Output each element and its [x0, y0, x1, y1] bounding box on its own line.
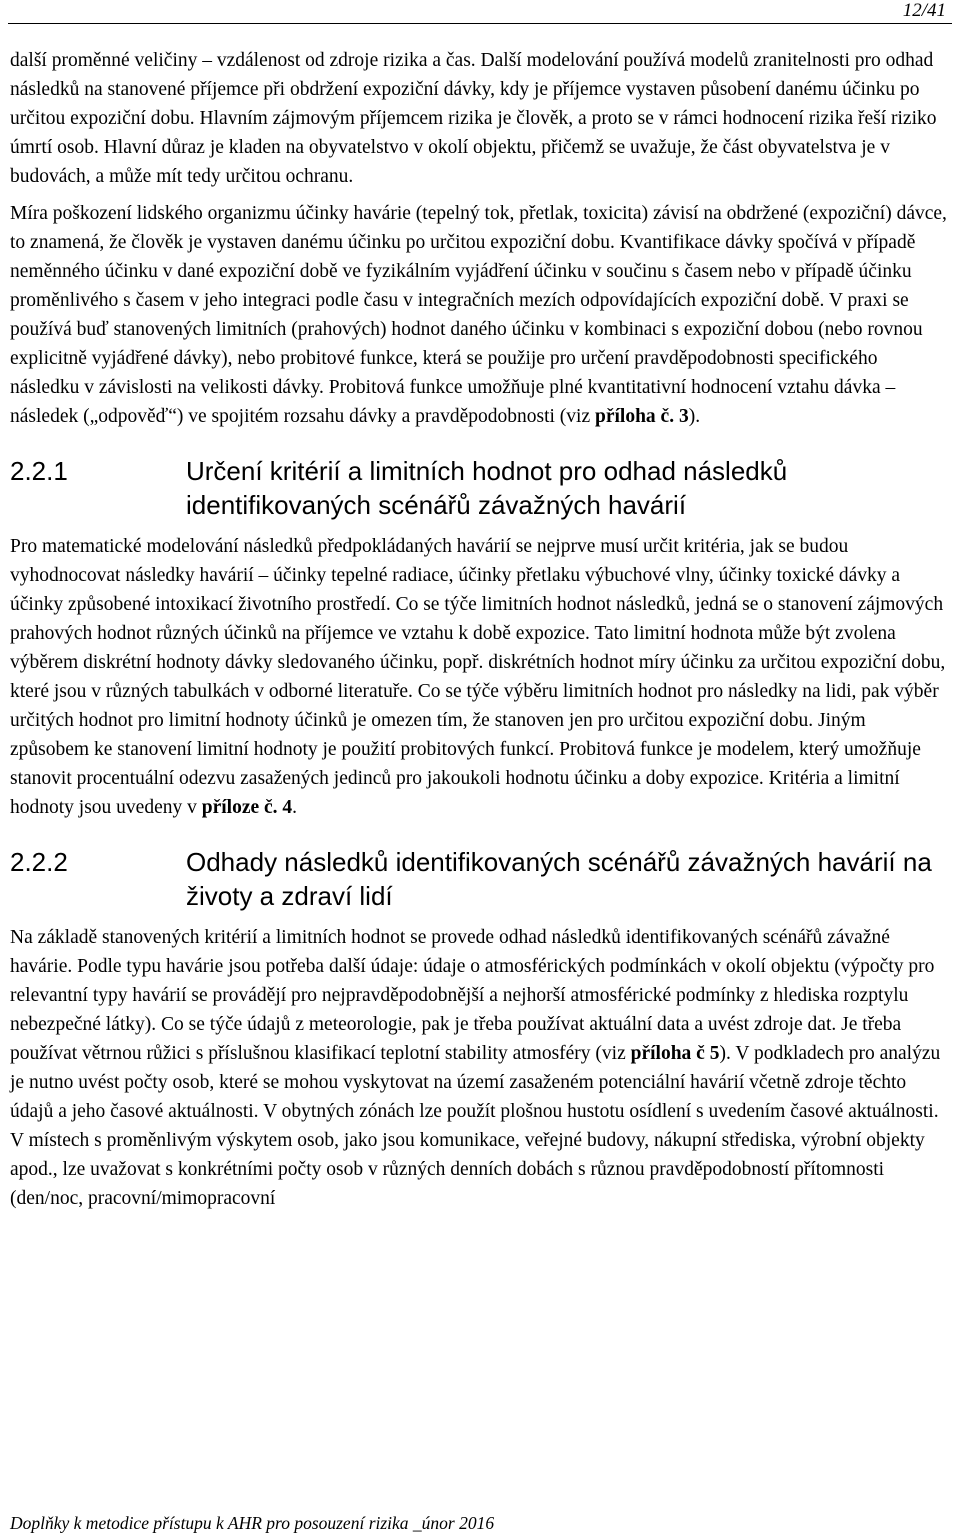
- page-number: 12/41: [902, 0, 946, 21]
- paragraph-dose-quantification: [10, 199, 948, 431]
- section-heading-2-2-1: [10, 454, 948, 522]
- header-rule: [8, 23, 952, 24]
- section-title: Odhady následků identifikovaných scénářů závažných havárií na životy a zdraví lidí: [186, 847, 932, 911]
- paragraph-text: Pro matematické modelování následků předpokládaných havárií se nejprve musí určit kritéria, jak se budou vyhodnocovat následky havárií – účinky tepelné radiace, účinky přetlaku výbuchové vlny, účinky toxické dávky a účinky způsobené intoxikací životního prostředí. Co se týče limitních hodnot následků, jedná se o stanovení zájmových prahových hodnot různých účinků na příjemce ve vztahu k době expozice. Tato limitní hodnota může být zvolena výběrem diskrétní hodnoty dávky sledovaného účinku, popř. diskrétních hodnot míry účinku za určitou expoziční dobu, které jsou v různých tabulkách v odborné literatuře. Co se týče výběru limitních hodnot pro následky na lidi, pak výběr určitých hodnot pro limitní hodnoty účinků je omezen tím, že stanoven jen pro určitou expoziční dobu. Jiným způsobem ke stanovení limitní hodnoty je použití probitových funkcí. Probitová funkce je modelem, který umožňuje stanovit procentuální odezvu zasažených jedinců pro jakoukoli hodnotu účinku a doby expozice. Kritéria a limitní hodnoty jsou uvedeny v: [10, 536, 946, 818]
- appendix-reference[interactable]: příloze č. 4: [201, 797, 293, 818]
- paragraph-text-end: ).: [688, 406, 701, 427]
- section-heading-2-2-2: [10, 845, 948, 913]
- appendix-reference[interactable]: příloha č. 3: [594, 406, 689, 427]
- paragraph-criteria: [10, 532, 948, 822]
- paragraph-text: Na základě stanovených kritérií a limitních hodnot se provede odhad následků identifikovaných scénářů závažné havárie. Podle typu havárie jsou potřeba další údaje: údaje o atmosférických podmínkách v okolí objektu (výpočty pro relevantní typy havárií se provádějí pro nejpravděpodobnější a nejhorší atmosférické podmínky z hlediska rozptylu nebezpečné látky). Co se týče údajů z meteorologie, pak je třeba používat aktuální data a uvést zdroje dat. Je třeba používat větrnou růžici s příslušnou klasifikací teplotní stability atmosféry (viz: [10, 927, 935, 1064]
- section-number: 2.2.2: [10, 847, 68, 877]
- document-body: [10, 46, 948, 1213]
- section-number: 2.2.1: [10, 456, 68, 486]
- paragraph-text: Míra poškození lidského organizmu účinky havárie (tepelný tok, přetlak, toxicita) závisí na obdržené (expoziční) dávce, to znamená, že člověk je vystaven danému účinku po určitou expoziční dobu. Kvantifikace dávky spočívá v případě neměnného účinku v dané expoziční době ve fyzikálním vyjádření účinku v součinu s časem nebo v případě účinku proměnlivého s časem v jeho integraci podle času v integračních mezích odpovídajících expoziční době. V praxi se používá buď stanovených limitních (prahových) hodnot daného účinku v kombinaci s expoziční dobou (nebo rovnou explicitně vyjádřené dávky), nebo probitové funkce, která se použije pro určení pravděpodobnosti specifického následku v závislosti na velikosti dávky. Probitová funkce umožňuje plné kvantitativní hodnocení vztahu dávka – následek („odpověď“) ve spojitém rozsahu dávky a pravděpodobnosti (viz: [10, 203, 947, 427]
- paragraph-text-end: .: [292, 797, 298, 818]
- paragraph-text-end: ). V podkladech pro analýzu je nutno uvést počty osob, které se mohou vyskytovat na území zasaženém potenciální havárií včetně zdroje těchto údajů a jeho časové aktuálnosti. V obytných zónách lze použít plošnou hustotu osídlení s uvedením časové aktuálnosti. V místech s proměnlivým výskytem osob, jako jsou komunikace, veřejné budovy, nákupní střediska, výrobní objekty apod., lze uvažovat s konkrétními počty osob v různých denních dobách s různou pravděpodobností přítomnosti (den/noc, pracovní/mimopracovní: [10, 1043, 941, 1209]
- paragraph-vulnerability-models: další proměnné veličiny – vzdálenost od zdroje rizika a čas. Další modelování používá modelů zranitelnosti pro odhad následků na stanovené příjemce při obdržení expoziční dávky, kdy je příjemce vystaven působení danému účinku po určitou expoziční dobu. Hlavním zájmovým příjemcem rizika je člověk, a proto se v rámci hodnocení rizika řeší riziko úmrtí osob. Hlavní důraz je kladen na obyvatelstvo v okolí objektu, přičemž se uvažuje, že část obyvatelstva je v budovách, a může mít tedy určitou ochranu.: [10, 50, 937, 187]
- paragraph-consequence-estimates: [10, 923, 948, 1213]
- section-title: Určení kritérií a limitních hodnot pro odhad následků identifikovaných scénářů závažných havárií: [186, 456, 788, 520]
- page-footer: Doplňky k metodice přístupu k AHR pro posouzení rizika _únor 2016: [10, 1513, 495, 1533]
- appendix-reference[interactable]: příloha č 5: [630, 1043, 720, 1064]
